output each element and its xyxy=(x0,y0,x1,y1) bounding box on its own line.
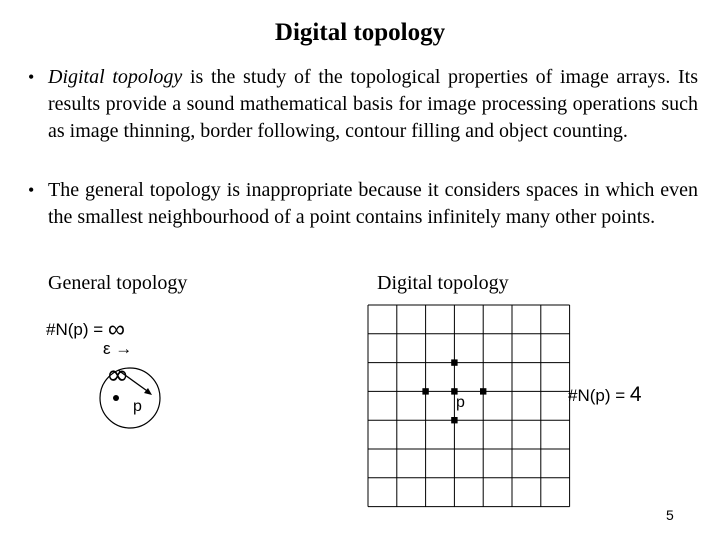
neighbour-point-south xyxy=(451,417,457,423)
general-topology-label: General topology xyxy=(48,272,188,294)
bullet-marker: • xyxy=(28,67,35,87)
infinity-icon: ∞ xyxy=(107,316,125,343)
neighbourhood-label: #N(p) = xyxy=(568,386,630,405)
slide-title: Digital topology xyxy=(274,19,446,46)
neighbour-point-north xyxy=(451,359,457,365)
bullet-body: The general topology is inappropriate because it considers spaces in which even the smallest neighbourhood of a point contains infinitely many other points. xyxy=(48,179,698,228)
epsilon-arrow-label: ε → xyxy=(103,339,133,358)
neighbourhood-count-digital xyxy=(568,383,642,407)
digital-topology-label: Digital topology xyxy=(377,272,509,294)
point-label-general: p xyxy=(133,398,142,415)
point-p-general xyxy=(113,395,119,401)
digital-grid xyxy=(368,305,570,507)
bullet-lead-italic: Digital topology xyxy=(48,66,183,88)
bullet-body: is the study of the topological properties of image arrays. Its results provide a sound mathematical basis for image processing operations such as image thinning, border following, contour filling and object counting. xyxy=(48,66,698,142)
neighbourhood-circle xyxy=(100,368,160,428)
neighbourhood-count-general xyxy=(46,314,125,342)
infinity-icon: ∞ xyxy=(106,358,130,391)
neighbourhood-label: #N(p) = xyxy=(46,320,108,339)
page-number: 5 xyxy=(666,507,674,523)
neighbour-point-west xyxy=(422,388,428,394)
neighbour-count: 4 xyxy=(629,383,642,406)
point-label-digital: p xyxy=(456,394,465,411)
neighbour-point-east xyxy=(480,388,486,394)
bullet-marker: • xyxy=(28,180,35,200)
